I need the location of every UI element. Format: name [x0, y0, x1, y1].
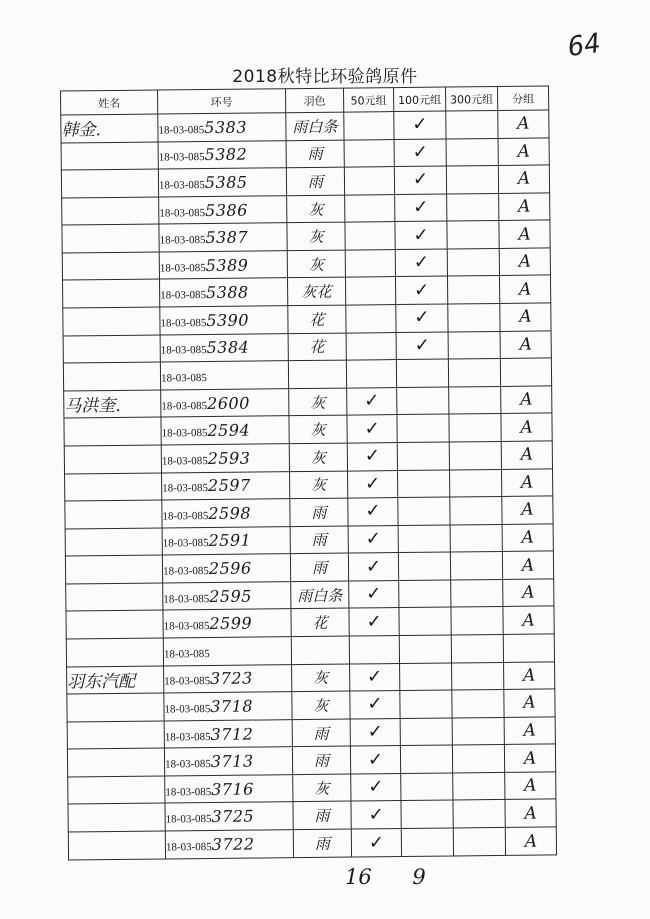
ring-number	[158, 113, 286, 142]
ring-prefix: 18-03-085	[164, 675, 211, 688]
ring-suffix: 5383	[204, 117, 248, 137]
group-300-mark	[452, 662, 504, 690]
feather-color: 雨	[286, 140, 344, 168]
header-color: 羽色	[286, 88, 344, 113]
feather-color: 灰	[287, 195, 345, 223]
division-group: A	[502, 496, 553, 524]
page-number: 64	[566, 27, 603, 64]
group-100-mark	[398, 470, 450, 498]
division-group: A	[503, 606, 554, 634]
group-300-mark	[451, 579, 503, 607]
feather-color: 雨	[286, 167, 344, 195]
group-50-mark: ✓	[347, 415, 397, 443]
group-100-mark: ✓	[395, 221, 447, 249]
group-100-mark	[401, 800, 453, 828]
ring-number	[160, 306, 288, 335]
group-300-mark	[446, 110, 498, 138]
table-row	[68, 827, 556, 860]
feather-color: 灰	[290, 471, 348, 499]
ring-prefix: 18-03-085	[159, 234, 206, 247]
ring-prefix: 18-03-085	[161, 454, 208, 468]
group-300-mark	[451, 607, 503, 635]
group-100-mark	[400, 745, 452, 773]
owner-name	[66, 638, 163, 667]
ring-number	[159, 278, 287, 307]
group-300-mark	[448, 359, 500, 387]
ring-suffix: 3723	[209, 668, 253, 689]
feather-color: 灰	[289, 443, 347, 471]
ring-prefix: 18-03-085	[158, 178, 205, 192]
ring-prefix: 18-03-085	[158, 151, 205, 164]
ring-prefix: 18-03-085	[162, 537, 209, 550]
group-300-mark	[450, 524, 502, 552]
owner-name	[67, 721, 164, 750]
owner-name: 羽东汽配	[67, 666, 164, 695]
group-300-mark	[452, 745, 504, 773]
group-50-mark	[346, 360, 396, 388]
division-group: A	[505, 772, 556, 800]
feather-color: 花	[291, 608, 349, 636]
group-100-mark: ✓	[395, 276, 447, 304]
header-name: 姓名	[61, 90, 158, 115]
owner-name	[63, 362, 160, 391]
group-100-mark	[399, 635, 451, 663]
group-50-mark	[346, 305, 396, 333]
ring-suffix: 2598	[208, 503, 252, 523]
ring-number	[161, 388, 289, 417]
feather-color	[288, 360, 346, 388]
division-group: A	[502, 468, 553, 496]
division-group: A	[502, 551, 553, 579]
ring-suffix: 5384	[206, 337, 250, 358]
ring-number	[163, 609, 291, 638]
table-body	[61, 110, 557, 860]
ring-suffix: 5386	[205, 200, 248, 220]
owner-name	[64, 417, 161, 446]
ring-number	[159, 251, 287, 280]
division-group: A	[501, 441, 552, 469]
owner-name	[65, 528, 162, 557]
ring-prefix: 18-03-085	[161, 399, 208, 413]
group-300-mark	[449, 414, 501, 442]
group-100-mark	[396, 359, 448, 387]
group-100-mark	[397, 387, 449, 415]
ring-number	[163, 582, 291, 611]
owner-name	[67, 748, 164, 777]
feather-color: 灰	[289, 415, 347, 443]
group-100-mark	[401, 828, 453, 857]
group-100-mark	[399, 580, 451, 608]
ring-number	[162, 499, 290, 528]
ring-number	[164, 664, 292, 693]
group-100-mark: ✓	[395, 249, 447, 277]
owner-name	[61, 169, 158, 198]
group-100-mark	[401, 773, 453, 801]
ring-number	[161, 444, 289, 473]
owner-name	[63, 307, 160, 336]
ring-suffix: 2597	[207, 475, 251, 496]
group-300-mark	[450, 497, 502, 525]
group-100-mark	[400, 690, 452, 718]
division-group: A	[504, 689, 555, 717]
header-division: 分组	[497, 86, 548, 111]
ring-suffix: 5388	[205, 282, 249, 303]
ring-number	[162, 554, 290, 583]
group-100-mark	[399, 607, 451, 635]
feather-color: 雨	[290, 553, 348, 581]
group-100-mark: ✓	[396, 304, 448, 332]
ring-number	[164, 692, 292, 721]
group-300-mark	[453, 827, 505, 856]
group-50-mark: ✓	[351, 829, 401, 857]
feather-color: 花	[288, 333, 346, 361]
registration-table	[60, 85, 557, 860]
ring-prefix: 18-03-085	[163, 620, 210, 633]
group-300-mark	[452, 690, 504, 718]
ring-prefix: 18-03-085	[162, 565, 209, 578]
group-100-mark: ✓	[395, 194, 447, 222]
group-50-mark: ✓	[348, 470, 398, 498]
ring-prefix: 18-03-085	[165, 758, 211, 771]
group-50-mark	[345, 249, 395, 277]
group-300-mark	[453, 772, 505, 800]
group-300-mark	[447, 193, 499, 221]
group-50-mark	[345, 222, 395, 250]
group-300-mark	[451, 634, 503, 662]
group-50-mark: ✓	[348, 553, 398, 581]
group-50-mark: ✓	[351, 801, 401, 829]
ring-number	[158, 140, 286, 169]
division-group: A	[501, 386, 552, 414]
group-300-mark	[447, 221, 499, 249]
ring-prefix: 18-03-085	[160, 316, 207, 330]
division-group: A	[504, 744, 555, 772]
ring-number	[164, 719, 292, 748]
ring-suffix: 5390	[206, 310, 250, 330]
owner-name: 韩金.	[61, 114, 158, 143]
owner-name	[62, 252, 159, 281]
group-300-mark	[448, 331, 500, 359]
ring-prefix: 18-03-085	[164, 730, 211, 743]
feather-color: 灰	[287, 222, 345, 250]
feather-color: 雨白条	[291, 581, 349, 609]
group-300-mark	[449, 441, 501, 469]
group-300-mark	[448, 304, 500, 332]
group-50-mark: ✓	[347, 442, 397, 470]
group-100-mark	[400, 663, 452, 691]
ring-number	[162, 471, 290, 500]
ring-suffix: 3722	[211, 834, 255, 855]
ring-prefix: 18-03-085	[164, 702, 211, 716]
ring-number	[163, 637, 291, 666]
ring-suffix: 2600	[207, 393, 250, 413]
group-100-mark: ✓	[394, 166, 446, 194]
owner-name	[66, 610, 163, 639]
group-50-mark	[349, 636, 399, 664]
feather-color: 灰花	[287, 278, 345, 306]
owner-name	[68, 776, 165, 805]
feather-color: 灰	[289, 388, 347, 416]
group-100-mark	[397, 414, 449, 442]
ring-suffix: 3713	[210, 751, 254, 772]
group-300-mark	[453, 800, 505, 828]
feather-color	[291, 636, 349, 664]
owner-name	[63, 335, 160, 364]
ring-number	[161, 416, 289, 445]
document-title: 2018秋特比环验鸽原件	[232, 67, 418, 87]
ring-number	[164, 747, 292, 776]
feather-color: 灰	[292, 691, 350, 719]
group-100-mark: ✓	[394, 111, 446, 139]
ring-suffix: 3718	[210, 696, 254, 716]
ring-number	[158, 168, 286, 197]
feather-color: 雨白条	[286, 112, 344, 140]
ring-suffix: 2599	[209, 613, 253, 634]
header-ring: 环号	[158, 89, 286, 114]
feather-color: 雨	[292, 746, 350, 774]
owner-name	[64, 445, 161, 474]
group-50-mark	[345, 277, 395, 305]
group-50-mark: ✓	[350, 691, 400, 719]
group-300-mark	[446, 138, 498, 166]
group-50-mark: ✓	[350, 663, 400, 691]
group-300-mark	[450, 469, 502, 497]
group-50-mark: ✓	[348, 498, 398, 526]
group-100-mark	[397, 442, 449, 470]
ring-prefix: 18-03-085	[165, 785, 212, 799]
group-50-mark: ✓	[350, 746, 400, 774]
ring-prefix: 18-03-085	[159, 261, 206, 275]
feather-color: 雨	[290, 498, 348, 526]
division-group: A	[498, 110, 549, 138]
division-group: A	[500, 331, 551, 359]
ring-number	[165, 830, 293, 859]
feather-color: 灰	[293, 774, 351, 802]
group-50-mark	[346, 332, 396, 360]
footer-handwritten-note: 16 9	[345, 865, 426, 889]
group-50-mark	[344, 112, 394, 140]
group-300-mark	[452, 717, 504, 745]
owner-name	[62, 197, 159, 226]
ring-suffix: 5389	[205, 255, 249, 275]
ring-prefix: 18-03-085	[160, 372, 207, 385]
group-50-mark: ✓	[349, 580, 399, 608]
ring-number	[159, 195, 287, 224]
division-group: A	[499, 220, 550, 248]
group-50-mark	[344, 167, 394, 195]
division-group: A	[498, 165, 549, 193]
group-50-mark	[345, 194, 395, 222]
ring-prefix: 18-03-085	[162, 509, 209, 523]
ring-number	[160, 361, 288, 390]
division-group	[500, 358, 551, 386]
ring-suffix: 3716	[211, 779, 254, 799]
owner-name	[65, 555, 162, 584]
ring-suffix: 2595	[209, 586, 252, 606]
group-300-mark	[447, 276, 499, 304]
group-300-mark	[447, 248, 499, 276]
group-100-mark	[398, 525, 450, 553]
ring-number	[159, 223, 287, 252]
ring-prefix: 18-03-085	[160, 289, 207, 302]
ring-number	[162, 526, 290, 555]
group-100-mark	[398, 552, 450, 580]
feather-color: 雨	[290, 526, 348, 554]
ring-prefix: 18-03-085	[163, 592, 210, 606]
feather-color: 雨	[292, 719, 350, 747]
owner-name	[67, 693, 164, 722]
group-100-mark	[398, 497, 450, 525]
ring-suffix: 5385	[204, 172, 248, 192]
ring-suffix: 3712	[210, 724, 254, 744]
group-300-mark	[449, 386, 501, 414]
feather-color: 雨	[293, 829, 351, 858]
owner-name	[61, 142, 158, 171]
group-50-mark: ✓	[350, 718, 400, 746]
ring-number	[165, 775, 293, 804]
group-100-mark: ✓	[396, 332, 448, 360]
owner-name	[68, 831, 165, 860]
owner-name	[68, 803, 165, 832]
ring-number	[165, 802, 293, 831]
header-group-100: 100元组	[394, 87, 446, 112]
ring-suffix: 2593	[207, 448, 251, 468]
header-group-50: 50元组	[344, 88, 394, 113]
division-group: A	[504, 661, 555, 689]
group-100-mark: ✓	[394, 139, 446, 167]
ring-suffix: 2591	[208, 531, 252, 551]
group-50-mark: ✓	[349, 608, 399, 636]
ring-prefix: 18-03-085	[158, 123, 205, 137]
division-group: A	[501, 413, 552, 441]
group-50-mark: ✓	[347, 387, 397, 415]
owner-name	[62, 224, 159, 253]
division-group: A	[505, 827, 556, 856]
ring-suffix: 3725	[211, 806, 255, 827]
owner-name	[65, 473, 162, 502]
division-group	[503, 634, 554, 662]
group-300-mark	[446, 166, 498, 194]
division-group: A	[499, 193, 550, 221]
owner-name: 马洪奎.	[64, 390, 161, 419]
group-50-mark	[344, 139, 394, 167]
header-group-300: 300元组	[445, 86, 497, 111]
division-group: A	[498, 138, 549, 166]
group-50-mark: ✓	[351, 773, 401, 801]
owner-name	[65, 500, 162, 529]
division-group: A	[499, 275, 550, 303]
feather-color: 灰	[292, 664, 350, 692]
ring-prefix: 18-03-085	[162, 482, 209, 495]
ring-prefix: 18-03-085	[161, 427, 208, 440]
division-group: A	[499, 248, 550, 276]
owner-name	[66, 583, 163, 612]
division-group: A	[502, 524, 553, 552]
ring-prefix: 18-03-085	[165, 841, 212, 854]
ring-suffix: 2594	[207, 420, 251, 441]
ring-suffix: 2596	[208, 558, 252, 579]
ring-prefix: 18-03-085	[165, 813, 212, 826]
division-group: A	[503, 579, 554, 607]
group-50-mark: ✓	[348, 525, 398, 553]
ring-prefix: 18-03-085	[163, 647, 210, 661]
ring-prefix: 18-03-085	[160, 344, 207, 357]
owner-name	[63, 279, 160, 308]
group-100-mark	[400, 718, 452, 746]
ring-suffix: 5382	[204, 144, 248, 165]
feather-color: 灰	[287, 250, 345, 278]
division-group: A	[500, 303, 551, 331]
ring-prefix: 18-03-085	[159, 206, 206, 220]
division-group: A	[504, 717, 555, 745]
ring-suffix: 5387	[205, 227, 249, 248]
feather-color: 花	[288, 305, 346, 333]
division-group: A	[505, 799, 556, 827]
group-300-mark	[450, 552, 502, 580]
ring-number	[160, 333, 288, 362]
feather-color: 雨	[293, 802, 351, 830]
